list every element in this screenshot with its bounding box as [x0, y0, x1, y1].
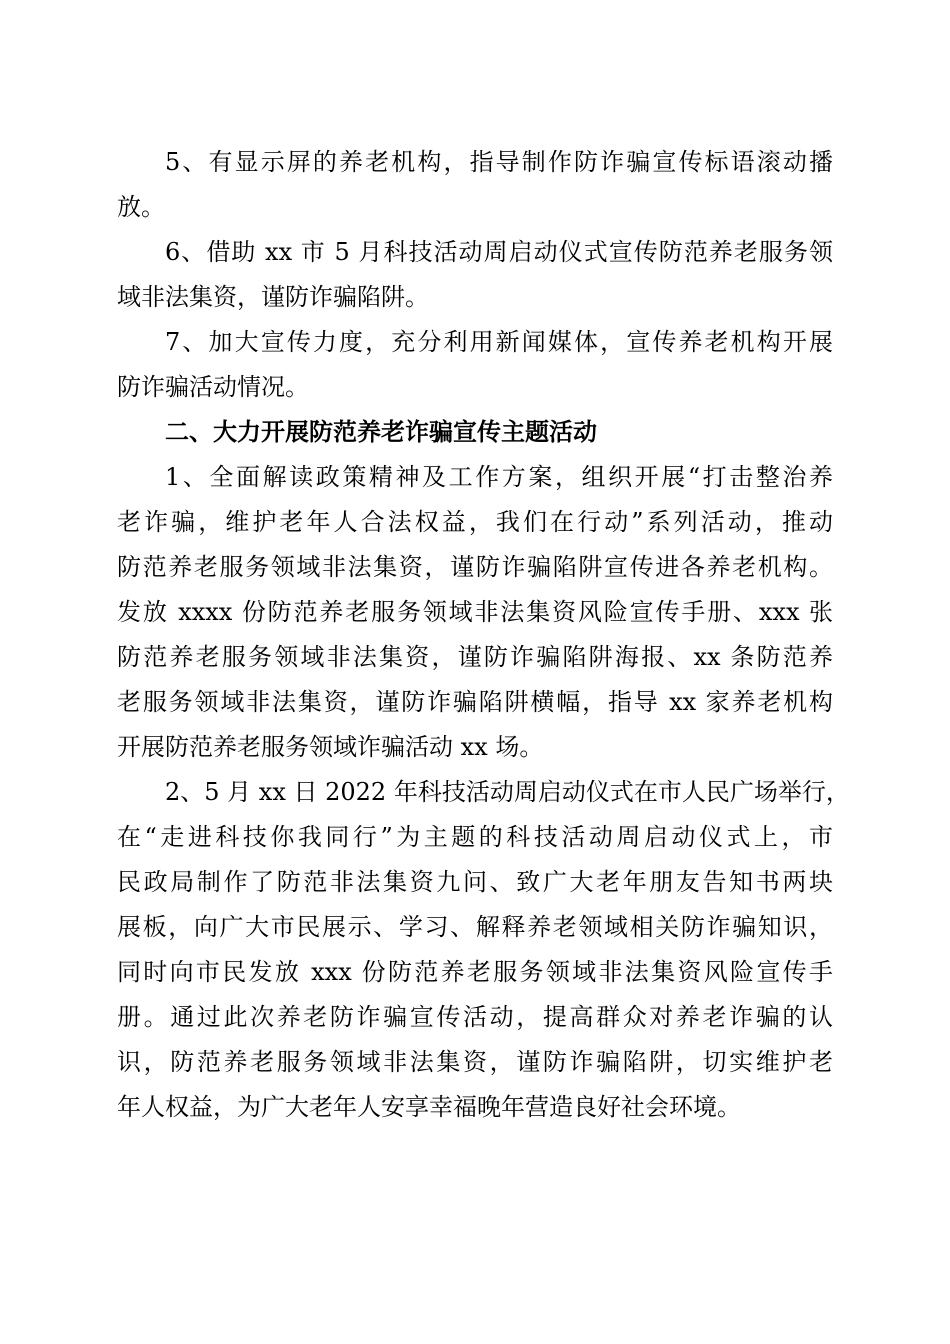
- text-line: 展板，向广大市民展示、学习、解释养老领域相关防诈骗知识，: [117, 913, 833, 941]
- text-line: 5、有显示屏的养老机构，指导制作防诈骗宣传标语滚动播: [165, 148, 833, 176]
- text-line: 发放 xxxx 份防范养老服务领域非法集资风险宣传手册、xxx 张: [117, 598, 833, 626]
- paragraph-item-6: [117, 230, 833, 320]
- text-line: 放。: [117, 193, 165, 221]
- paragraph-item-5: [117, 140, 833, 230]
- text-line: 年人权益，为广大老年人安享幸福晚年营造良好社会环境。: [117, 1093, 741, 1121]
- text-line: 老诈骗，维护老年人合法权益，我们在行动”系列活动，推动: [117, 508, 833, 536]
- text-line: 老服务领域非法集资，谨防诈骗陷阱横幅，指导 xx 家养老机构: [117, 688, 833, 716]
- paragraph-section-2-item-1: [117, 455, 833, 770]
- text-line: 识，防范养老服务领域非法集资，谨防诈骗陷阱，切实维护老: [117, 1048, 833, 1076]
- text-line: 域非法集资，谨防诈骗陷阱。: [117, 283, 429, 311]
- text-line: 防范养老服务领域非法集资，谨防诈骗陷阱宣传进各养老机构。: [117, 553, 833, 581]
- text-line: 2、5 月 xx 日 2022 年科技活动周启动仪式在市人民广场举行，: [165, 778, 850, 806]
- section-2-heading: 二、大力开展防范养老诈骗宣传主题活动: [165, 418, 597, 446]
- text-line: 防诈骗活动情况。: [117, 373, 309, 401]
- text-line: 防范养老服务领域非法集资，谨防诈骗陷阱海报、xx 条防范养: [117, 643, 833, 671]
- paragraph-item-7: [117, 320, 833, 410]
- section-heading: [117, 410, 833, 455]
- text-line: 1、全面解读政策精神及工作方案，组织开展“打击整治养: [165, 463, 833, 491]
- text-line: 6、借助 xx 市 5 月科技活动周启动仪式宣传防范养老服务领: [165, 238, 833, 266]
- paragraph-section-2-item-2: [117, 770, 850, 1130]
- text-line: 在“走进科技你我同行”为主题的科技活动周启动仪式上，市: [117, 823, 833, 851]
- text-line: 开展防范养老服务领域诈骗活动 xx 场。: [117, 733, 544, 761]
- text-line: 同时向市民发放 xxx 份防范养老服务领域非法集资风险宣传手: [117, 958, 833, 986]
- text-line: 民政局制作了防范非法集资九问、致广大老年朋友告知书两块: [117, 868, 833, 896]
- text-line: 7、加大宣传力度，充分利用新闻媒体，宣传养老机构开展: [165, 328, 833, 356]
- text-line: 册。通过此次养老防诈骗宣传活动，提高群众对养老诈骗的认: [117, 1003, 833, 1031]
- document-body: [117, 140, 850, 1130]
